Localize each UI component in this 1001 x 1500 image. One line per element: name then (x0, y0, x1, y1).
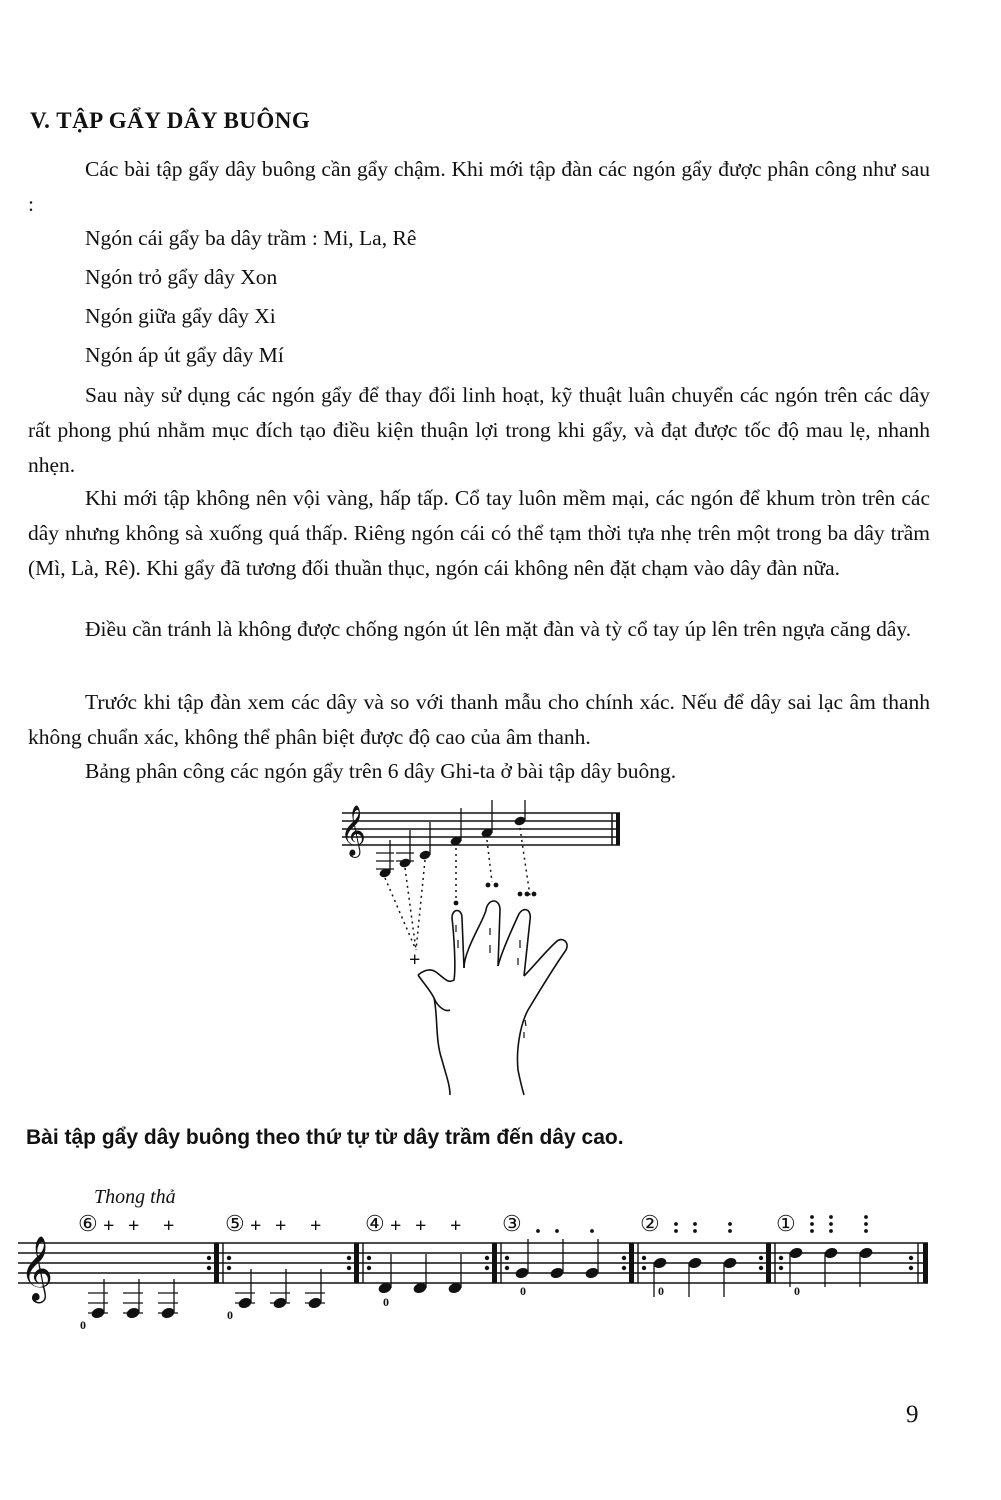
open-string-mark: 0 (520, 1284, 526, 1298)
repeat-dot (759, 1266, 763, 1270)
repeat-barline-thick (629, 1243, 634, 1283)
finger-assignment-4: Ngón áp út gẩy dây Mí (85, 343, 284, 367)
finger-dot (728, 1222, 732, 1226)
repeat-dot (485, 1266, 489, 1270)
repeat-dot (367, 1256, 371, 1260)
thumb-mark: + (415, 1215, 427, 1237)
finger-assignment-3: Ngón giữa gẩy dây Xi (85, 304, 276, 328)
finger-dot (555, 1229, 559, 1233)
page-number: 9 (906, 1401, 919, 1428)
repeat-dot (227, 1256, 231, 1260)
finger-dot (728, 1229, 732, 1233)
finger-dot (810, 1229, 814, 1233)
string-number-6: ⑥ (78, 1211, 98, 1236)
thumb-mark: + (390, 1215, 402, 1237)
repeat-barline-thick (766, 1243, 771, 1283)
repeat-dot (622, 1256, 626, 1260)
string-number-2: ② (640, 1211, 660, 1236)
repeat-dot (347, 1256, 351, 1260)
repeat-dot (347, 1266, 351, 1270)
finger-dot (864, 1222, 868, 1226)
string-number-1: ① (776, 1211, 796, 1236)
thumb-plus-mark: + (409, 949, 421, 971)
string-number-4: ④ (365, 1211, 385, 1236)
thumb-mark: + (163, 1215, 175, 1237)
string-number-3: ③ (502, 1211, 522, 1236)
finger-dot (536, 1229, 540, 1233)
exercise-title: Bài tập gẩy dây buông theo thứ tự từ dây trầm đến dây cao. (26, 1126, 624, 1149)
repeat-dot (227, 1266, 231, 1270)
repeat-dot (779, 1256, 783, 1260)
finger-dot (829, 1222, 833, 1226)
finger-dot (674, 1222, 678, 1226)
repeat-dot (485, 1256, 489, 1260)
finger-assignment-1: Ngón cái gẩy ba dây trầm : Mi, La, Rê (85, 226, 417, 250)
finger-dot (674, 1229, 678, 1233)
body-paragraph-4: Trước khi tập đàn xem các dây và so với thanh mẫu cho chính xác. Nếu để dây sai lạc âm thanh không chuẩn xác, không thể phân biệt được độ cao của âm thanh. (28, 690, 930, 749)
thumb-mark: + (275, 1215, 287, 1237)
open-string-mark: 0 (658, 1284, 664, 1298)
repeat-dot (367, 1266, 371, 1270)
repeat-dot (622, 1266, 626, 1270)
finger-dot (810, 1215, 814, 1219)
svg-text:𝄞: 𝄞 (340, 806, 367, 855)
finger-assignment-2: Ngón trỏ gẩy dây Xon (85, 265, 278, 289)
repeat-dot (505, 1256, 509, 1260)
finger-dot (864, 1215, 868, 1219)
repeat-barline-thick (354, 1243, 359, 1283)
open-string-mark: 0 (383, 1295, 389, 1309)
repeat-dot (759, 1256, 763, 1260)
open-string-mark: 0 (794, 1284, 800, 1298)
hand-finger-diagram (330, 800, 630, 1100)
repeat-dot (909, 1256, 913, 1260)
tempo-marking: Thong thả (94, 1186, 176, 1208)
body-paragraph-2: Khi mới tập không nên vội vàng, hấp tấp. Cổ tay luôn mềm mại, các ngón để khum tròn trên các dây nhưng không sà xuống quá thấp. Riêng ngón cái có thể tạm thời tựa nhẹ trên một trong ba dây trầm (Mì, Là, Rê). Khi gẩy đã tương đối thuần thục, ngón cái không nên đặt chạm vào dây đàn nữa. (28, 486, 930, 580)
body-paragraph-1: Sau này sử dụng các ngón gẩy để thay đổi linh hoạt, kỹ thuật luân chuyển các ngón trên các dây rất phong phú nhằm mục đích tạo điều kiện thuận lợi trong khi gẩy, và đạt được tốc độ mau lẹ, nhanh nhẹn. (28, 383, 930, 477)
figure-caption: Bảng phân công các ngón gẩy trên 6 dây Ghi-ta ở bài tập dây buông. (85, 759, 677, 783)
thumb-mark: + (450, 1215, 462, 1237)
finger-dot (829, 1229, 833, 1233)
repeat-dot (909, 1266, 913, 1270)
exercise-staff (18, 1205, 938, 1335)
final-barline-thick (923, 1243, 928, 1283)
repeat-dot (642, 1266, 646, 1270)
finger-dot (590, 1229, 594, 1233)
thumb-mark: + (310, 1215, 322, 1237)
finger-dot (864, 1229, 868, 1233)
open-string-mark: 0 (227, 1308, 233, 1322)
intro-paragraph: Các bài tập gẩy dây buông cần gẩy chậm. Khi mới tập đàn các ngón gẩy được phân công như sau : (28, 157, 930, 216)
finger-dot (693, 1229, 697, 1233)
body-paragraph-3: Điều cần tránh là không được chống ngón út lên mặt đàn và tỳ cổ tay úp lên trên ngựa căng dây. (85, 617, 912, 641)
finger-dot (810, 1222, 814, 1226)
repeat-barline-thick (214, 1243, 219, 1283)
repeat-dot (642, 1256, 646, 1260)
string-number-5: ⑤ (225, 1211, 245, 1236)
svg-text:𝄞: 𝄞 (20, 1238, 54, 1300)
repeat-dot (207, 1256, 211, 1260)
section-title: V. TẬP GẨY DÂY BUÔNG (30, 108, 311, 133)
thumb-mark: + (128, 1215, 140, 1237)
finger-dot (829, 1215, 833, 1219)
thumb-mark: + (103, 1215, 115, 1237)
repeat-dot (207, 1266, 211, 1270)
finger-dot (693, 1222, 697, 1226)
open-string-mark: 0 (80, 1318, 86, 1332)
thumb-mark: + (250, 1215, 262, 1237)
repeat-barline-thick (492, 1243, 497, 1283)
repeat-dot (779, 1266, 783, 1270)
repeat-dot (505, 1266, 509, 1270)
